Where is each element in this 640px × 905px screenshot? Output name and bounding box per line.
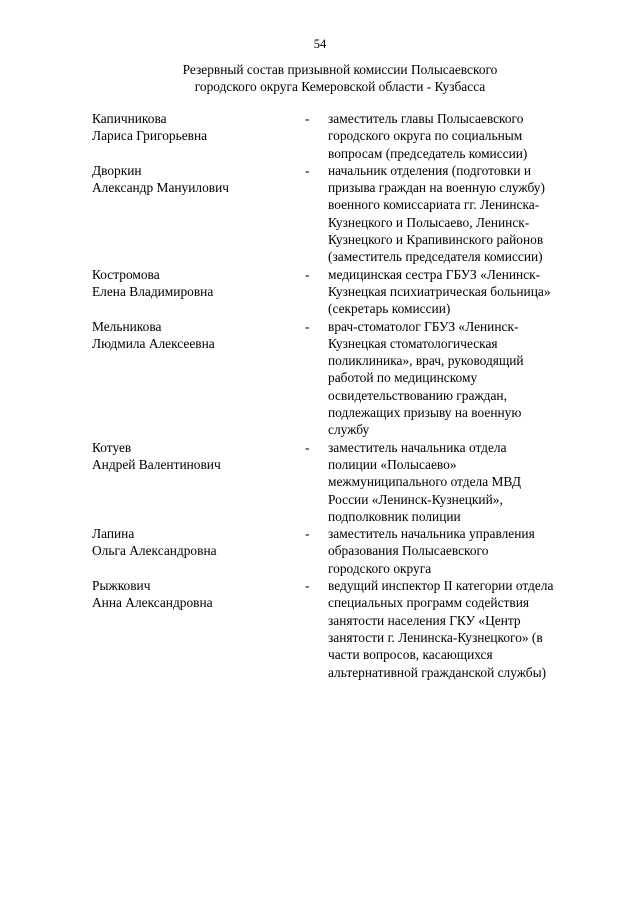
member-role — [328, 110, 590, 162]
member-given-name: Андрей Валентинович — [92, 456, 221, 472]
separator-dash: - — [305, 162, 310, 178]
role-line: медицинская сестра ГБУЗ «Ленинск- — [328, 266, 541, 282]
role-line: Кузнецкая стоматологическая — [328, 335, 498, 351]
member-entry — [92, 577, 592, 681]
member-surname: Котуев — [92, 439, 132, 455]
member-given-name: Лариса Григорьевна — [92, 128, 208, 144]
member-name — [92, 162, 292, 197]
role-line: межмуниципального отдела МВД — [328, 474, 521, 490]
role-line: образования Полысаевского — [328, 543, 489, 559]
title-line-1: Резервный состав призывной комиссии Полысаевского — [182, 62, 498, 77]
role-line: подлежащих призыву на военную — [328, 405, 522, 421]
role-line: полиции «Полысаево» — [328, 456, 457, 472]
separator-dash: - — [305, 318, 310, 334]
member-name — [92, 439, 292, 474]
member-given-name: Людмила Алексеевна — [92, 335, 215, 351]
role-line: подполковник полиции — [328, 508, 461, 524]
separator-dash: - — [305, 266, 310, 282]
member-entry — [92, 318, 592, 439]
role-line: части вопросов, касающихся — [328, 647, 493, 663]
role-line: (заместитель председателя комиссии) — [328, 249, 543, 265]
role-line: поликлиника», врач, руководящий — [328, 353, 524, 369]
member-given-name: Ольга Александровна — [92, 543, 217, 559]
member-entry — [92, 162, 592, 266]
role-line: заместитель начальника отдела — [328, 439, 507, 455]
role-line: врач-стоматолог ГБУЗ «Ленинск- — [328, 318, 519, 334]
member-role — [328, 525, 590, 577]
member-surname: Рыжкович — [92, 578, 151, 594]
member-name — [92, 110, 292, 145]
member-name — [92, 525, 292, 560]
member-role — [328, 266, 590, 318]
member-role — [328, 162, 590, 266]
member-name — [92, 577, 292, 612]
member-name — [92, 318, 292, 353]
role-line: Кузнецкого и Крапивинского районов — [328, 232, 544, 248]
member-entry — [92, 110, 592, 162]
role-line: вопросам (председатель комиссии) — [328, 145, 528, 161]
separator-dash: - — [305, 526, 310, 542]
role-line: заместитель начальника управления — [328, 526, 535, 542]
role-line: (секретарь комиссии) — [328, 301, 451, 317]
member-surname: Мельникова — [92, 318, 162, 334]
title-line-2: городского округа Кемеровской области - Кузбасса — [194, 79, 486, 94]
member-entry — [92, 525, 592, 577]
role-line: начальник отделения (подготовки и — [328, 162, 532, 178]
role-line: работой по медицинскому — [328, 370, 478, 386]
role-line: службу — [328, 422, 370, 438]
page-number: 54 — [313, 37, 327, 51]
member-role — [328, 439, 590, 525]
role-line: ведущий инспектор II категории отдела — [328, 578, 554, 594]
role-line: специальных программ содействия — [328, 595, 530, 611]
member-given-name: Анна Александровна — [92, 595, 213, 611]
separator-dash: - — [305, 111, 310, 126]
role-line: освидетельствованию граждан, — [328, 387, 507, 403]
member-given-name: Елена Владимировна — [92, 283, 214, 299]
member-surname: Лапина — [92, 526, 135, 542]
role-line: Кузнецкая психиатрическая больница» — [328, 283, 551, 299]
role-line: России «Ленинск-Кузнецкий», — [328, 491, 503, 507]
member-surname: Костромова — [92, 266, 160, 282]
commission-member-list — [92, 110, 592, 681]
member-role — [328, 577, 590, 681]
member-given-name: Александр Мануилович — [92, 180, 230, 196]
member-surname: Капичникова — [92, 111, 167, 126]
separator-dash: - — [305, 578, 310, 594]
document-title — [120, 61, 560, 95]
role-line: призыва граждан на военную службу) — [328, 180, 545, 196]
role-line: заместитель главы Полысаевского — [328, 111, 524, 126]
role-line: городского округа по социальным — [328, 128, 523, 144]
role-line: военного комиссариата гг. Ленинска- — [328, 197, 540, 213]
role-line: городского округа — [328, 560, 432, 576]
separator-dash: - — [305, 439, 310, 455]
role-line: занятости населения ГКУ «Центр — [328, 612, 521, 628]
member-role — [328, 318, 590, 439]
member-entry — [92, 266, 592, 318]
member-name — [92, 266, 292, 301]
role-line: альтернативной гражданской службы) — [328, 664, 547, 680]
role-line: Кузнецкого и Полысаево, Ленинск- — [328, 214, 530, 230]
member-surname: Дворкин — [92, 162, 142, 178]
member-entry — [92, 439, 592, 525]
role-line: занятости г. Ленинска-Кузнецкого» (в — [328, 629, 543, 645]
